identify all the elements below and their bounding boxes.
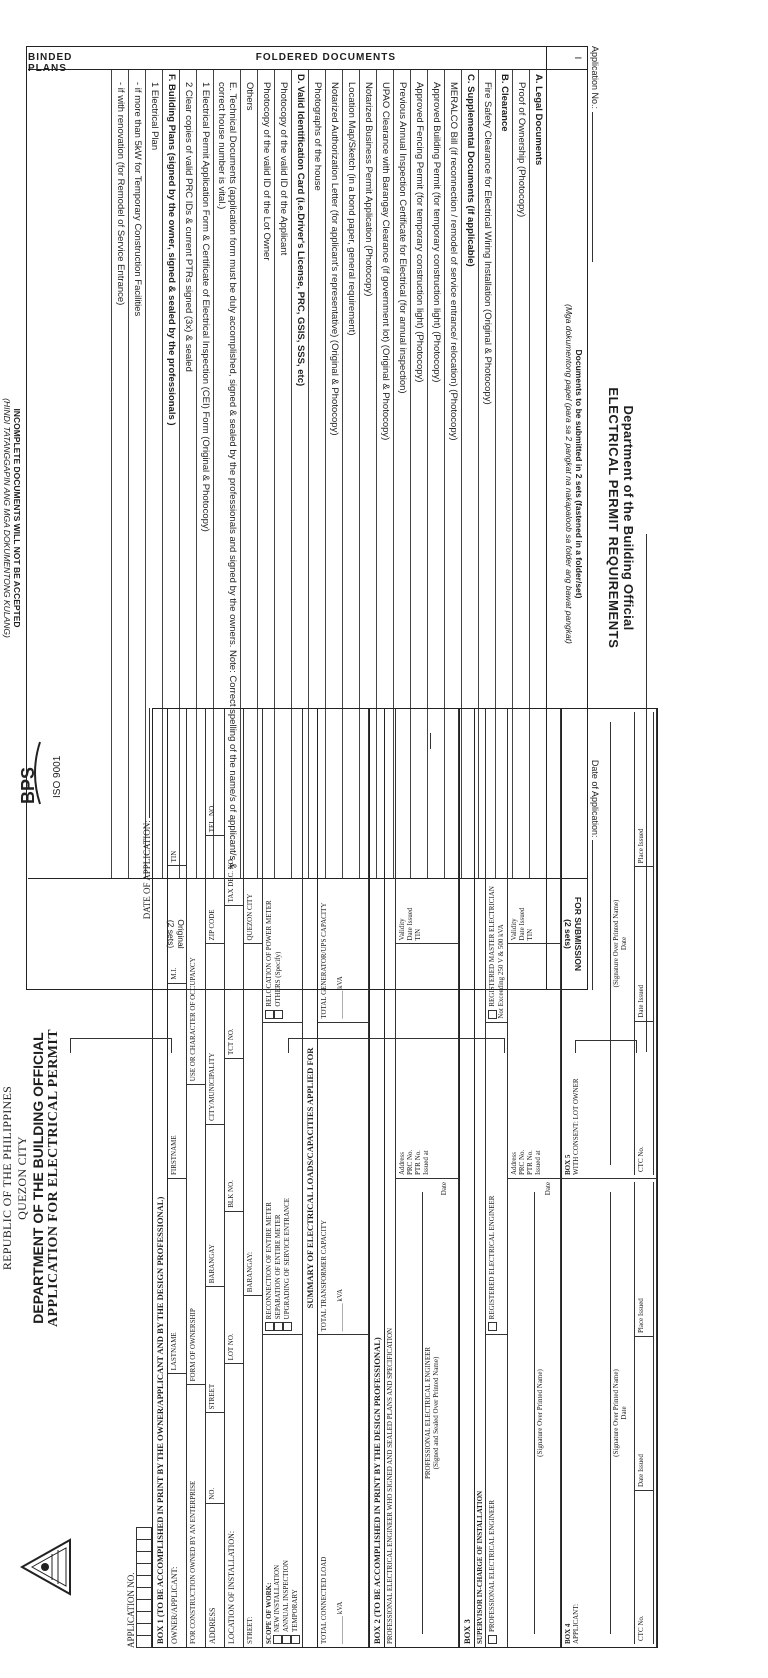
header-docs-line1: Documents to be submitted in 2 sets (fastened in a folder/set) xyxy=(574,349,584,599)
requirement-row: MERALCO Bill (if reconnection / remodel of service entrance/ relocation) (Photocopy) xyxy=(444,70,461,878)
sup-issued-at-label: Issued at xyxy=(534,1150,542,1175)
address-no-field[interactable]: NO. xyxy=(206,1413,225,1503)
lot-owner-ctc-row xyxy=(634,712,654,1175)
scan-mark xyxy=(430,733,431,749)
supervisor-label: SUPERVISOR IN-CHARGE OF INSTALLATION xyxy=(475,709,486,1647)
box-4-5 xyxy=(562,708,658,1648)
date-of-application-field[interactable] xyxy=(142,708,152,919)
signed-sealed-label: (Signed and Sealed Over Printed Name) xyxy=(432,1356,440,1470)
scope-label: RECONNECTION OF ENTIRE METER xyxy=(265,1202,274,1320)
tax-dec-field[interactable]: TAX DEC. NO. xyxy=(225,709,244,905)
scope-col-1 xyxy=(263,1334,303,1647)
blk-no-field[interactable]: BLK NO. xyxy=(225,1058,244,1211)
pee-date-issued-label: Date Issued xyxy=(406,907,414,941)
option-label: REGISTERED ELECTRICAL ENGINEER xyxy=(488,1195,497,1320)
kva-unit: kVA xyxy=(336,1288,344,1302)
scope-label: RELOCATION OF POWER METER xyxy=(265,900,274,1007)
application-title: APPLICATION FOR ELECTRICAL PERMIT xyxy=(46,1028,61,1328)
incomplete-warning: INCOMPLETE DOCUMENTS WILL NOT BE ACCEPTED xyxy=(12,408,22,628)
pee-address-label: Address xyxy=(398,1152,406,1175)
total-transformer-label: TOTAL TRANSFORMER CAPACITY xyxy=(320,1219,328,1332)
applicant-date-label: Date xyxy=(620,1406,628,1420)
applicant-signature-label[interactable]: (Signature Over Printed Name) xyxy=(610,1192,620,1634)
application-no-boxes[interactable] xyxy=(136,1528,152,1648)
checkbox-icon[interactable] xyxy=(274,1322,283,1331)
republic-label: REPUBLIC OF THE PHILIPPINES xyxy=(0,1085,14,1271)
application-number-row xyxy=(118,708,152,1648)
zip-code-field[interactable]: ZIP CODE xyxy=(206,835,225,943)
checkbox-icon[interactable] xyxy=(488,1010,497,1019)
address-barangay-field[interactable]: BARANGAY xyxy=(206,1124,225,1286)
header-docs-line2: (Mga dokumentong papel (para sa 2 pangkat na nakapaloob sa folder ang bawat pangkat) xyxy=(564,304,574,644)
department-title: Department of the Building Official xyxy=(621,405,636,631)
address-street-field[interactable]: STREET xyxy=(206,1286,225,1412)
sup-tin-label: TIN xyxy=(526,928,534,941)
box-3-grid xyxy=(508,709,561,1647)
scope-col-3 xyxy=(263,709,303,1022)
checkbox-icon[interactable] xyxy=(265,1322,274,1331)
lot-owner-date-label: Date xyxy=(620,936,628,951)
owner-row xyxy=(168,709,187,1647)
box-2-grid xyxy=(396,709,459,1647)
scope-label: ANNUAL INSPECTION xyxy=(282,1560,291,1632)
requirement-row: UPAO Clearance with Barangay Clearance (if government lot) (Original & Photocopy) xyxy=(376,70,393,878)
street-field[interactable]: STREET: xyxy=(244,1295,263,1647)
applicant-ctc-field[interactable]: CTC No. xyxy=(635,1490,654,1644)
pee-date-label: Date xyxy=(440,1182,448,1196)
requirement-row: Photocopy of the valid ID of the Lot Owner xyxy=(257,70,274,878)
header-sub-line1: FOR SUBMISSION xyxy=(573,896,583,972)
requirement-row: D. Valid Identification Card (i.e.Driver's License, PRC, GSIS, SSS, etc) xyxy=(291,70,308,878)
sup-prc-label: PRC No. xyxy=(518,1149,526,1175)
sup-address-label: Address xyxy=(510,1152,518,1175)
address-row xyxy=(206,709,225,1647)
scope-of-work-label: SCOPE OF WORK: xyxy=(265,1582,273,1644)
mi-field[interactable]: M.I. xyxy=(168,865,187,982)
scope-annual-inspection[interactable] xyxy=(282,1338,291,1644)
application-header xyxy=(0,678,118,1678)
address-city-field[interactable]: CITY/MUNICIPALITY xyxy=(206,944,225,1124)
owner-applicant-label: OWNER/APPLICANT: xyxy=(168,1373,187,1647)
kva-unit: kVA xyxy=(336,1601,344,1615)
option-ree[interactable] xyxy=(486,1022,508,1335)
checkbox-icon[interactable] xyxy=(291,1635,300,1644)
summary-row xyxy=(318,709,369,1647)
box-4-5-grid xyxy=(562,709,657,1647)
applicant-label: APPLICANT: xyxy=(572,1603,580,1644)
option-rme[interactable] xyxy=(486,709,508,1022)
page-divider xyxy=(646,534,647,1052)
pee-tin-label: TIN xyxy=(414,928,422,941)
sup-date-issued-label: Date Issued xyxy=(518,907,526,941)
department-label: DEPARTMENT OF THE BUILDING OFFICIAL xyxy=(30,1032,46,1324)
date-of-application-label: DATE OF APPLICATION: xyxy=(142,820,152,920)
requirement-row: E. Technical Documents (application form must be duly accomplished, signed & sealed by the professionals and signed by the owners. Note: Correct spelling of the name/s of applicant/s & correct house number is vital.) xyxy=(213,70,240,878)
lot-owner-signature-label[interactable]: (Signature Over Printed Name) xyxy=(610,722,620,1165)
address-label: ADDRESS xyxy=(206,1503,225,1647)
requirement-row: Proof of Ownership (Photocopy) xyxy=(512,70,529,878)
firstname-field[interactable]: FIRSTNAME xyxy=(168,983,187,1178)
with-consent-label: WITH CONSENT: LOT OWNER xyxy=(572,1078,580,1175)
iso-logo-icon xyxy=(12,738,72,808)
requirement-row: Others xyxy=(240,70,257,878)
supervisor-details-col-1[interactable] xyxy=(508,944,561,1179)
box-5-label: BOX 5 xyxy=(564,1154,572,1175)
application-no-label: APPLICATION NO. xyxy=(126,1572,136,1648)
barangay-field[interactable]: BARANGAY: xyxy=(244,944,263,1296)
checkbox-icon[interactable] xyxy=(273,1635,282,1644)
iso-text: ISO 9001 xyxy=(52,755,63,798)
lot-owner-place-issued-field[interactable]: Place Issued xyxy=(635,712,654,866)
lot-owner-ctc-field[interactable]: CTC No. xyxy=(635,1021,654,1175)
requirement-row: Approved Building Permit (for temporary construction light) (Photocopy) xyxy=(427,70,444,878)
scope-col-2 xyxy=(263,1022,303,1335)
bottom-strip-middle xyxy=(288,1038,505,1053)
quezon-city-seal-icon xyxy=(18,1536,80,1598)
requirement-row: Photographs of the house xyxy=(308,70,325,878)
requirement-row: Approved Fencing Permit (for temporary construction light) (Photocopy) xyxy=(410,70,427,878)
box-3-label: BOX 3 xyxy=(460,709,475,1647)
use-character-field[interactable]: USE OR CHARACTER OF OCCUPANCY xyxy=(187,709,206,1084)
checkbox-icon[interactable] xyxy=(283,1322,292,1331)
requirement-row: 2 Clear copies of valid PRC IDs & current PTRs signed (3x) & sealed xyxy=(179,70,196,878)
requirement-row: Previous Annual Inspection Certificate for Electrical (for annual inspection) xyxy=(393,70,410,878)
supervisor-date-label: Date xyxy=(544,1182,552,1196)
pee-details-col-2[interactable] xyxy=(396,709,459,944)
requirement-row: 1 Electrical Permit Application Form & Certificate of Electrical Inspection (CEI) Form (Original & Photocopy) xyxy=(196,70,213,878)
application-no-label: Application No.: xyxy=(590,46,600,110)
requirement-row: Notarized Authorization Letter (for applicant's representative) (Original & Photocopy) xyxy=(325,70,342,878)
applicant-date-issued-field[interactable]: Date Issued xyxy=(635,1336,654,1490)
header-number: I xyxy=(547,47,587,70)
checkbox-icon[interactable] xyxy=(282,1635,291,1644)
requirement-row: B. Clearance xyxy=(495,70,512,878)
total-connected-load-label: TOTAL CONNECTED LOAD xyxy=(320,1556,328,1644)
requirement-row: - if with renovation (for Remodel of Service Entrance) xyxy=(111,70,128,878)
enterprise-row xyxy=(187,709,206,1647)
checkbox-icon[interactable] xyxy=(488,1635,497,1644)
bottom-strip-right xyxy=(575,1040,637,1053)
applicant-place-issued-field[interactable]: Place Issued xyxy=(635,1182,654,1336)
tel-no-field[interactable]: TEL. NO. xyxy=(206,709,225,835)
total-transformer-field[interactable]: TOTAL TRANSFORMER CAPACITY ________ kVA xyxy=(318,1022,369,1335)
pee-signature-block[interactable] xyxy=(396,1178,459,1647)
box-4-label: BOX 4 xyxy=(564,1623,572,1644)
original-line1: Original xyxy=(176,919,186,949)
requirement-row: Location Map/Sketch (in a bond paper, general requirement) xyxy=(342,70,359,878)
scope-new-installation[interactable] xyxy=(273,1338,282,1644)
scope-separation[interactable] xyxy=(274,1026,283,1332)
tct-no-field[interactable]: TCT NO. xyxy=(225,905,244,1058)
pee-validity-label: Validity xyxy=(398,918,406,941)
for-construction-label: FOR CONSTRUCTION OWNED BY AN ENTERPRISE xyxy=(187,1384,206,1647)
application-no-field[interactable] xyxy=(126,1528,152,1648)
application-no-field[interactable] xyxy=(590,46,600,262)
scope-reconnection[interactable] xyxy=(265,1026,274,1332)
lot-owner-date-issued-field[interactable]: Date Issued xyxy=(635,866,654,1020)
box-2 xyxy=(370,708,460,1648)
checkbox-icon[interactable] xyxy=(265,1010,274,1019)
scope-temporary[interactable] xyxy=(291,1338,300,1644)
supervisor-signature-block[interactable] xyxy=(508,1178,561,1647)
binded-plans-label: BINDED PLANS xyxy=(28,52,73,74)
scope-label: UPGRADING OF SERVICE ENTRANCE xyxy=(283,1197,292,1320)
option-pee[interactable] xyxy=(486,1334,508,1647)
pee-details-col-1[interactable] xyxy=(396,944,459,1179)
box-4 xyxy=(562,1178,657,1647)
box-1-label: BOX 1 (TO BE ACCOMPLISHED IN PRINT BY THE OWNER/APPLICANT AND BY THE DESIGN PROFESSIONAL) xyxy=(153,709,168,1647)
checkbox-icon[interactable] xyxy=(488,1322,497,1331)
checkbox-icon[interactable] xyxy=(274,1010,283,1019)
lastname-field[interactable]: LASTNAME xyxy=(168,1178,187,1373)
incomplete-warning-tagalog: (HINDI TATANGGAPIN ANG MGA DOKUMENTONG KULANG) xyxy=(2,398,12,638)
foldered-documents-label: FOLDERED DOCUMENTS xyxy=(255,52,396,63)
requirement-row: C. Supplemental Documents (if applicable) xyxy=(461,70,478,878)
total-connected-load-field[interactable]: TOTAL CONNECTED LOAD ________ kVA xyxy=(318,1334,369,1647)
box-5 xyxy=(562,709,657,1178)
tin-field[interactable]: TIN xyxy=(168,709,187,865)
scope-label: NEW INSTALLATION xyxy=(273,1564,282,1632)
scope-label: SEPARATION OF ENTIRE METER xyxy=(274,1214,283,1320)
pee-ptr-label: PTR No. xyxy=(414,1150,422,1175)
requirements-title: ELECTRICAL PERMIT REQUIREMENTS xyxy=(606,387,621,649)
bottom-strip-left xyxy=(70,1038,172,1053)
box-2-subtitle: PROFESSIONAL ELECTRICAL ENGINEER WHO SIGNED AND SEALED PLANS AND SPECIFICATION xyxy=(385,709,396,1647)
sup-validity-label: Validity xyxy=(510,918,518,941)
applicant-ctc-row xyxy=(634,1182,654,1644)
total-generator-field[interactable]: TOTAL GENERATOR/UPS CAPACITY ________ kVA xyxy=(318,709,369,1022)
form-of-ownership-field[interactable]: FORM OF OWNERSHIP xyxy=(187,1084,206,1384)
supervisor-details-col-2[interactable] xyxy=(508,709,561,944)
pee-label: PROFESSIONAL ELECTRICAL ENGINEER xyxy=(422,1192,432,1634)
street-row xyxy=(244,709,263,1647)
original-line2: (2 sets) xyxy=(166,919,176,949)
scope-label: TEMPORARY xyxy=(291,1589,300,1632)
scope-upgrading[interactable] xyxy=(283,1026,292,1332)
location-label: LOCATION OF INSTALLATION: xyxy=(225,1363,244,1647)
scope-of-work-row xyxy=(263,709,303,1647)
summary-title: SUMMARY OF ELECTRICAL LOADS/CAPACITIES APPLIED FOR xyxy=(303,709,318,1647)
box-1 xyxy=(152,708,370,1648)
date-of-application-label: Date of Application: xyxy=(590,759,600,838)
requirement-row: 1 Electrical Plan xyxy=(145,70,162,878)
option-label: REGISTERED MASTER ELECTRICIAN xyxy=(488,886,497,1007)
kva-unit: kVA xyxy=(336,976,344,989)
total-generator-label: TOTAL GENERATOR/UPS CAPACITY xyxy=(320,902,328,1019)
application-title-block xyxy=(0,678,62,1678)
city-label: QUEZON CITY xyxy=(15,1136,29,1220)
box-2-label: BOX 2 (TO BE ACCOMPLISHED IN PRINT BY THE DESIGN PROFESSIONAL) xyxy=(370,709,385,1647)
header-sub-line2: (2 sets) xyxy=(563,919,573,949)
rme-note: Not Exceeding 250 V & 500 kVA xyxy=(497,924,505,1019)
box-3 xyxy=(460,708,562,1648)
pee-issued-at-label: Issued at xyxy=(422,1150,430,1175)
quezon-city-label: QUEZON CITY xyxy=(244,709,263,944)
sup-ptr-label: PTR No. xyxy=(526,1150,534,1175)
svg-text:BPS: BPS xyxy=(18,766,38,804)
pee-prc-label: PRC No. xyxy=(406,1149,414,1175)
signature-printed-label: (Signature Over Printed Name) xyxy=(534,1192,544,1634)
scope-relocation[interactable] xyxy=(265,712,274,1019)
lot-no-field[interactable]: LOT NO. xyxy=(225,1211,244,1364)
requirement-row: Fire Safety Clearance for Electrical Wiring Installation (Original & Photocopy) xyxy=(478,70,495,878)
option-label: PROFESSIONAL ELECTRICAL ENGINEER xyxy=(488,1499,497,1632)
scope-label: OTHERS (Specify) xyxy=(274,951,283,1007)
requirement-row: F. Building Plans (signed by the owner, signed & sealed by the professionals ) xyxy=(162,70,179,878)
requirement-row: A. Legal Documents xyxy=(529,70,546,878)
requirement-row: Photocopy of the valid ID of the Applicant xyxy=(274,70,291,878)
requirement-row: Notarized Business Permit Application (Photocopy) xyxy=(359,70,376,878)
supervisor-options xyxy=(486,709,508,1647)
scope-others[interactable] xyxy=(274,712,283,1019)
requirement-row: - if more than 5kW for Temporary Construction Facilities xyxy=(128,70,145,878)
side-labels xyxy=(28,47,546,74)
location-row xyxy=(225,709,244,1647)
